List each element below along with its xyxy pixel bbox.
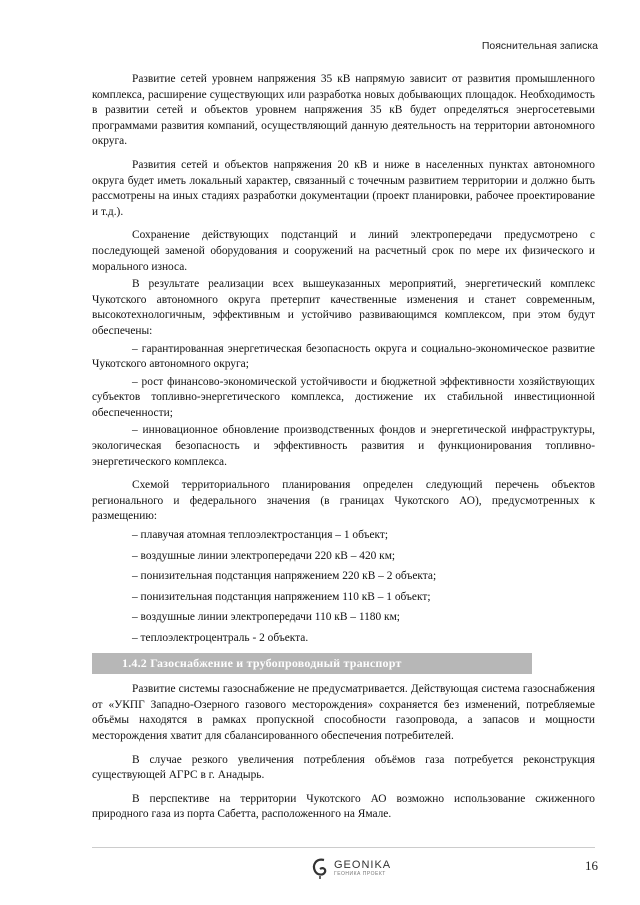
- list-item: – теплоэлектроцентраль - 2 объекта.: [132, 632, 309, 644]
- geonika-logo: [310, 856, 391, 880]
- logo-text: GEONIKA: [334, 859, 392, 871]
- geonika-logo-icon: [310, 856, 330, 880]
- logo-subtext: ГЕОНИКА ПРОЕКТ: [334, 871, 386, 877]
- bullet-security: – гарантированная энергетическая безопасность округа и социально-экономическое развитие Чукотского автономного округа;: [92, 342, 595, 371]
- paragraph-35kv: Развитие сетей уровнем напряжения 35 кВ напрямую зависит от развития промышленного комплекса, расширение существующих или разработка новых добывающих площадок. Необходимость в развитии сетей и объектов уровнем напряжения 35 кВ будет определяться энергосетевыми программами развития компаний, осуществляющий данную деятельность на территории автономного округа.: [92, 73, 595, 148]
- paragraph-gas-reconstruction: В случае резкого увеличения потребления объёмов газа потребуется реконструкция существующей АГРС в г. Анадырь.: [92, 753, 595, 782]
- document-body: [92, 72, 595, 823]
- bullet-innovation: – инновационное обновление производственных фондов и энергетической инфраструктуры, экологическая безопасность и эффективность развития и функционирования топливно-энергетического комплекса.: [92, 424, 595, 468]
- page-number: 16: [585, 858, 598, 873]
- paragraph-results: В результате реализации всех вышеуказанных мероприятий, энергетический комплекс Чукотского автономного округа претерпит качественные изменения и станет современным, высокотехнологичным, эффективным и устойчиво развивающимся комплексом, при этом будут обеспечены:: [92, 278, 595, 337]
- list-item: – понизительная подстанция напряжением 220 кВ – 2 объекта;: [132, 570, 437, 583]
- paragraph-gas-system: Развитие системы газоснабжение не предусматривается. Действующая система газоснабжения от «УКПГ Западно-Озерного газового месторождения» сохраняется без изменений, потребляемые объёмы находятся в рамках пропускной способности газопровода, а запасов и мощности месторождения хватит для сбалансированного обеспечения потребителей.: [92, 683, 595, 742]
- objects-list: [92, 528, 595, 647]
- footer-divider: [92, 847, 595, 848]
- paragraph-20kv: Развития сетей и объектов напряжения 20 кВ и ниже в населенных пунктах автономного округа будет иметь локальный характер, связанный с точечным развитием территории и должно быть рассмотрены на иных стадиях разработки документации (проект планировки, рабочее проектирование и т.д.).: [92, 158, 595, 218]
- paragraph-substations: Сохранение действующих подстанций и линий электропередачи предусмотрено с последующей заменой оборудования и сооружений на расчетный срок по мере их физического и морального износа.: [92, 229, 595, 273]
- section-heading: 1.4.2 Газоснабжение и трубопроводный транспорт: [92, 653, 532, 675]
- document-header-title: Пояснительная записка: [481, 40, 598, 52]
- list-item: – плавучая атомная теплоэлектростанция – 1 объект;: [132, 529, 389, 542]
- list-item: – воздушные линии электропередачи 220 кВ – 420 км;: [132, 549, 396, 562]
- paragraph-objects-intro: Схемой территориального планирования определен следующий перечень объектов регионального и федерального значения (в границах Чукотского АО), предусмотренных к размещению:: [92, 479, 595, 523]
- paragraph-lng: В перспективе на территории Чукотского АО возможно использование сжиженного природного газа из порта Сабетта, расположенного на Ямале.: [92, 792, 595, 821]
- list-item: – понизительная подстанция напряжением 110 кВ – 1 объект;: [132, 590, 431, 603]
- list-item: – воздушные линии электропередачи 110 кВ – 1180 км;: [132, 611, 400, 624]
- bullet-finance: – рост финансово-экономической устойчивости и бюджетной эффективности хозяйствующих субъектов топливно-энергетического комплекса, достижение их стабильной инвестиционной обеспеченности;: [92, 375, 595, 419]
